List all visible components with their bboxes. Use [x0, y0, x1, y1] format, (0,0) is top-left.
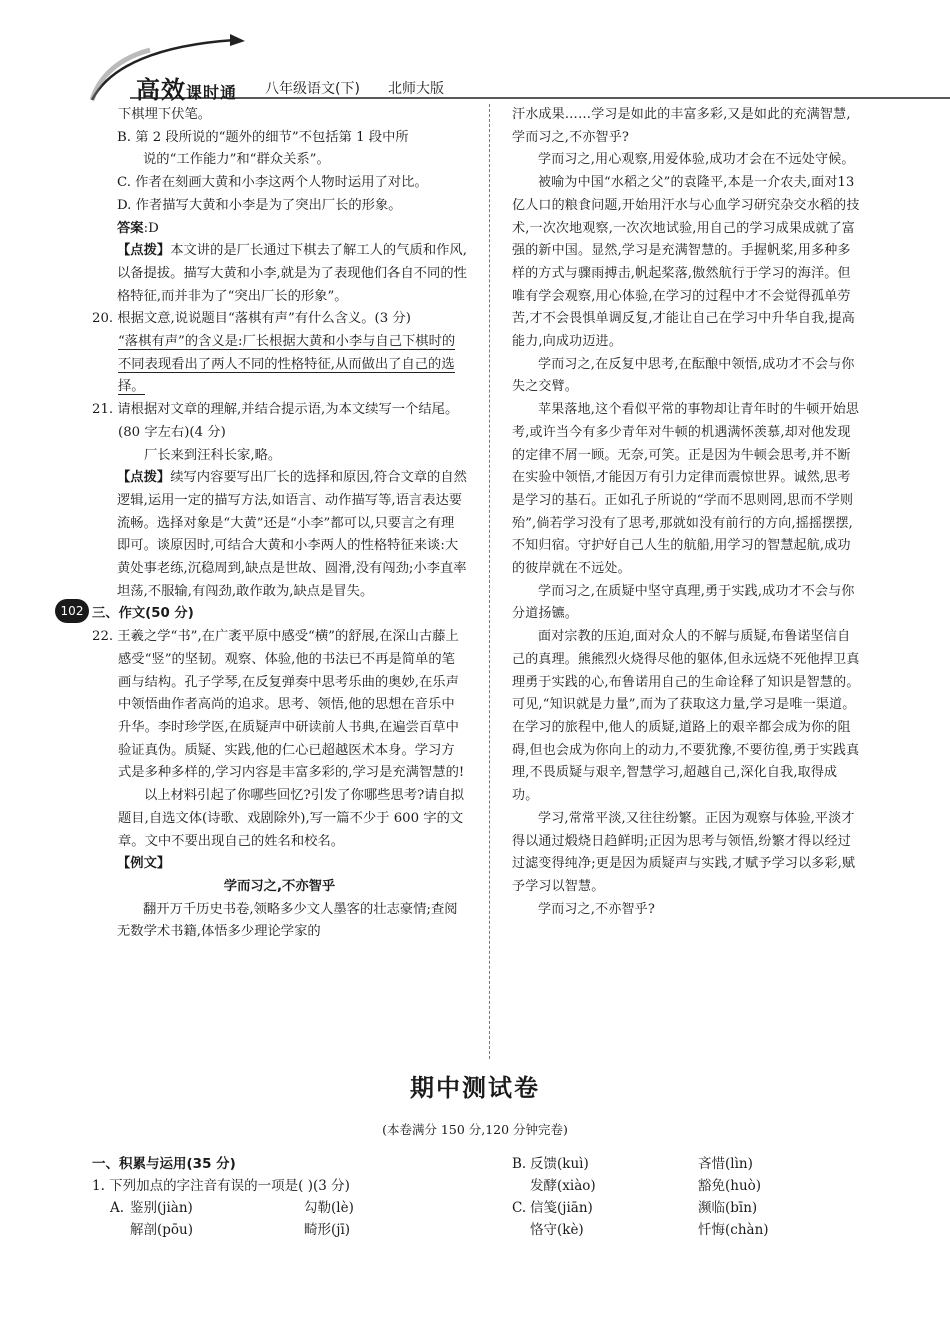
exam-right-block — [512, 1153, 862, 1241]
essay-paragraph-1-cont: 汗水成果……学习是如此的丰富多彩,又是如此的充满智慧,学而习之,不亦智乎? — [512, 107, 851, 145]
option-a-tail: 下棋埋下伏笔。 — [118, 107, 212, 122]
question-1: 1. 下列加点的字注音有误的一项是( )(3 分) — [92, 1178, 350, 1194]
option-b-row-2 — [512, 1175, 862, 1197]
left-column — [92, 104, 467, 944]
question-21: 21. 请根据对文章的理解,并结合提示语,为本文续写一个结尾。(80 字左右)(4 分) — [92, 402, 459, 440]
option-a-word-4: 畸形(jī) — [304, 1222, 351, 1238]
option-a-row-1: A. 鉴别(jiàn) 勾勒(lè) — [92, 1197, 472, 1219]
question-22-instructions: 以上材料引起了你哪些回忆?引发了你哪些思考?请自拟题目,自选文体(诗歌、戏剧除外),写一篇不少于 600 字的文章。文中不要出现自己的姓名和校名。 — [118, 788, 465, 849]
option-c-row-1: C. 信笺(jiān) 濒临(bīn) — [512, 1197, 862, 1219]
option-a-word-1: 鉴别(jiàn) — [130, 1200, 193, 1216]
option-a-word-2: 勾勒(lè) — [304, 1200, 354, 1216]
answer-20: “落棋有声”的含义是:厂长根据大黄和小李与自己下棋时的不同表现看出了两人不同的性格特征,从而做出了自己的选择。 — [118, 334, 456, 395]
option-c-word-4: 忏悔(chàn) — [698, 1222, 769, 1238]
essay-paragraph-8: 学习,常常平淡,又往往纷繁。正因为观察与体验,平淡才得以通过煅烧日趋鲜明;正因为思考与领悟,纷繁才得以经过过滤变得纯净;更是因为质疑声与实践,才赋予学习以多彩,赋予学习以智慧。 — [512, 810, 856, 894]
option-b: B. 第 2 段所说的“题外的细节”不包括第 1 段中所 — [117, 129, 409, 145]
exam-title: 期中测试卷 — [410, 1074, 540, 1102]
option-b-word-4: 豁免(huò) — [698, 1178, 762, 1194]
page-number: 102 — [55, 599, 89, 623]
essay-paragraph-7: 面对宗教的压迫,面对众人的不解与质疑,布鲁诺坚信自己的真理。熊熊烈火烧得尽他的躯体,但永远烧不死他捍卫真理勇于实践的心,布鲁诺用自己的生命诠释了知识是智慧的。可见,“知识就是力量”,而为了获取这力量,学习是唯一渠道。在学习的旅程中,他人的质疑,道路上的艰辛都会成为你的阻碍,但也会成为你向上的动力,不要犹豫,不要彷徨,勇于实践真理,不畏质疑与艰辛,智慧学习,超越自己,深化自我,取得成功。 — [512, 629, 860, 804]
exam-subtitle: (本卷满分 150 分,120 分钟完卷) — [382, 1122, 568, 1137]
essay-conclusion: 学而习之,不亦智乎? — [538, 901, 656, 917]
essay-paragraph-3: 被喻为中国“水稻之父”的袁隆平,本是一介农夫,面对13亿人口的粮食问题,开始用汗水与心血学习研究杂交水稻的技术,一次次地观察,一次次地试验,用自己的学习成果成就了富强的新中国。显然,学习是充满智慧的。手握帆桨,用多种多样的方式与骤雨搏击,帆起桨落,傲然航行于学习的海洋。但唯有学会观察,用心体验,在学习的过程中才不会觉得孤单劳苦,才不会畏惧单调反复,才能让自己在学习中升华自我,提高能力,向成功迈进。 — [512, 175, 860, 350]
option-c-word-2: 濒临(bīn) — [698, 1200, 758, 1216]
page-header — [0, 0, 950, 105]
section-3-heading: 三、作文(50 分) — [92, 606, 194, 622]
tip-1: 【点拨】本文讲的是厂长通过下棋去了解工人的气质和作风,以备提拔。描写大黄和小李,就是为了表现他们各自不同的性格特征,而并非为了“突出厂长的形象”。 — [117, 243, 467, 304]
column-divider — [489, 104, 490, 1059]
question-20: 20. 根据文意,说说题目“落棋有声”有什么含义。(3 分) — [92, 311, 411, 327]
option-b-word-2: 吝惜(lìn) — [698, 1156, 753, 1172]
option-a-row-2 — [92, 1219, 472, 1241]
option-a-word-3: 解剖(pōu) — [130, 1222, 193, 1238]
option-b-word-1: 反馈(kuì) — [530, 1156, 589, 1172]
right-column — [512, 104, 862, 921]
option-c: C. 作者在刻画大黄和小李这两个人物时运用了对比。 — [117, 175, 428, 191]
answer-line: 答案:D — [117, 220, 159, 236]
option-c-word-3: 恪守(kè) — [530, 1222, 584, 1238]
option-c-word-1: 信笺(jiān) — [530, 1200, 593, 1216]
question-22: 22. 王羲之学“书”,在广袤平原中感受“横”的舒展,在深山古藤上感受“竖”的坚韧。观察、体验,他的书法已不再是简单的笔画与结构。孔子学琴,在反复弹奏中思考乐曲的奥妙,在乐声中领悟曲作者高尚的追求。思考、领悟,他的思想在音乐中升华。李时珍学医,在质疑声中研读前人书典,在遍尝百草中验证真伪。质疑、实践,他的仁心已超越医术本身。学习方式是多种多样的,学习内容是丰富多彩的,学习是充满智慧的! — [92, 629, 465, 781]
brand-logo: 高效课时通 — [136, 75, 238, 104]
example-label: 【例文】 — [117, 856, 171, 872]
essay-title: 学而习之,不亦智乎 — [223, 878, 336, 894]
essay-paragraph-1: 翻开万千历史书卷,领略多少文人墨客的壮志豪情;查阅无数学术书籍,体悟多少理论学家的 — [117, 901, 458, 940]
question-21-prompt: 厂长来到汪科长家,略。 — [144, 447, 282, 463]
essay-paragraph-2: 学而习之,用心观察,用爱体验,成功才会在不远处守候。 — [538, 152, 855, 168]
subject-label: 八年级语文(下) — [265, 81, 360, 97]
option-b-tail: 说的“工作能力”和“群众关系”。 — [143, 152, 330, 168]
option-b-word-3: 发酵(xiào) — [530, 1178, 596, 1194]
essay-paragraph-5: 苹果落地,这个看似平常的事物却让青年时的牛顿开始思考,或许当今有多少青年对牛顿的机遇满怀羡慕,却对他发现的定律不屑一顾。无奈,可笑。正是因为牛顿会思考,并不断在实验中领悟,才能因万有引力定律而震惊世界。诚然,思考是学习的基石。正如孔子所说的“学而不思则罔,思而不学则殆”,倘若学习没有了思考,那就如没有前行的方向,摇摇摆摆,不知归宿。守护好自己人生的航船,用学习的智慧起航,成功的彼岸就在不远处。 — [512, 402, 860, 577]
edition-label: 北师大版 — [388, 81, 444, 97]
exam-left-block — [92, 1153, 472, 1241]
option-c-row-2 — [512, 1219, 862, 1241]
section-1-heading: 一、积累与运用(35 分) — [92, 1156, 236, 1172]
essay-paragraph-6: 学而习之,在质疑中坚守真理,勇于实践,成功才不会与你分道扬镳。 — [512, 583, 855, 622]
option-d: D. 作者描写大黄和小李是为了突出厂长的形象。 — [117, 197, 402, 213]
tip-2: 【点拨】续写内容要写出厂长的选择和原因,符合文章的自然逻辑,运用一定的描写方法,如语言、动作描写等,语言表达要流畅。选择对象是“大黄”还是“小李”都可以,只要言之有理即可。谈原因时,可结合大黄和小李两人的性格特征来谈:大黄处事老练,沉稳周到,缺点是世故、圆滑,没有闯劲;小李直率坦荡,不服输,有闯劲,敢作敢为,缺点是冒失。 — [117, 470, 467, 599]
essay-paragraph-4: 学而习之,在反复中思考,在酝酿中领悟,成功才不会与你失之交臂。 — [512, 356, 855, 395]
option-b-row-1: B. 反馈(kuì) 吝惜(lìn) — [512, 1153, 862, 1175]
